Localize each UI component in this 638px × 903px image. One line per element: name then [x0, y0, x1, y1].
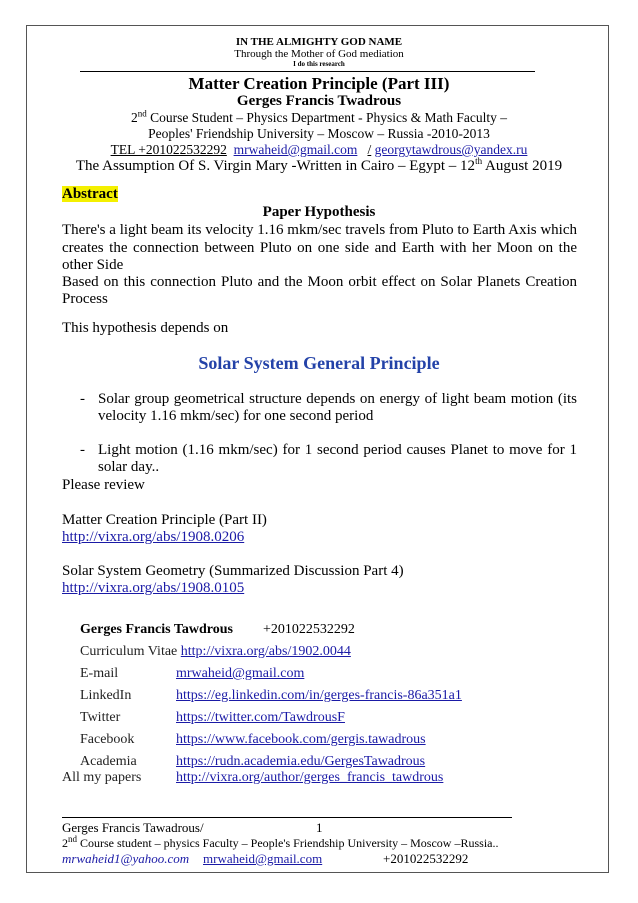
email-row-label: E-mail	[80, 666, 119, 681]
hypothesis-title: Paper Hypothesis	[262, 204, 376, 220]
affil-ordinal: 2	[130, 110, 138, 125]
header-research-note: I do this research	[293, 60, 345, 68]
hypothesis-p1-line1: There's a light beam its velocity 1.16 mkm/sec travels from Pluto to Earth Axis which	[62, 222, 577, 238]
email-link-yandex[interactable]: georgytawdrous@yandex.ru	[374, 142, 528, 157]
footer-sup: nd	[68, 834, 77, 844]
footer-divider	[62, 817, 512, 818]
email-separator: /	[367, 142, 372, 157]
facebook-row-label: Facebook	[80, 732, 135, 747]
ref1-title: Matter Creation Principle (Part II)	[62, 512, 267, 528]
paper-title: Matter Creation Principle (Part III)	[188, 74, 450, 93]
footer-gmail-link[interactable]: mrwaheid@gmail.com	[203, 851, 323, 866]
abstract-highlight: Abstract	[62, 186, 118, 202]
email-row-value[interactable]	[176, 666, 304, 682]
twitter-link[interactable]: https://twitter.com/TawdrousF	[176, 710, 345, 725]
hypothesis-p2-line2: Process	[62, 291, 108, 307]
affil-rest: Course Student – Physics Department - Physics & Math Faculty –	[150, 110, 508, 125]
contact-name: Gerges Francis Tawdrous	[80, 622, 233, 637]
facebook-row-value[interactable]	[176, 732, 426, 748]
academia-link[interactable]: https://rudn.academia.edu/GergesTawadrous	[176, 754, 426, 769]
bullet-1-line1: Solar group geometrical structure depends on energy of light beam motion (its	[98, 391, 577, 407]
header-mediation: Through the Mother of God mediation	[234, 48, 404, 60]
all-papers-row-label: All my papers	[62, 770, 142, 785]
all-papers-row-value[interactable]	[176, 770, 443, 786]
bullet-dash-2: -	[80, 442, 85, 458]
footer-affiliation	[62, 836, 498, 851]
bullet-2-line1: Light motion (1.16 mkm/sec) for 1 second period causes Planet to move for 1	[98, 442, 577, 458]
affiliation-line-2: Peoples' Friendship University – Moscow – Russia -2010-2013	[148, 126, 490, 141]
academia-row-value[interactable]	[176, 754, 425, 770]
email-link-gmail[interactable]: mrwaheid@gmail.com	[233, 142, 358, 157]
cv-label: Curriculum Vitae	[80, 644, 178, 659]
footer-phone: +201022532292	[383, 851, 469, 866]
footer-yahoo-email[interactable]: mrwaheid1@yahoo.com	[62, 851, 190, 866]
bullet-2-line2: solar day..	[98, 459, 160, 475]
linkedin-row-value[interactable]	[176, 688, 462, 704]
assumption-line	[0, 158, 638, 175]
hypothesis-p1-line2: creates the connection between Pluto on one side and Earth with her Moon on the	[62, 240, 577, 256]
twitter-row-value[interactable]	[176, 710, 345, 726]
twitter-row-label: Twitter	[80, 710, 121, 725]
tel-text: TEL +201022532292	[110, 142, 227, 157]
review-label: Please review	[62, 477, 145, 493]
footer-name: Gerges Francis Tawadrous/	[62, 820, 204, 835]
hypothesis-p2-line1: Based on this connection Pluto and the Moon orbit effect on Solar Planets Creation	[62, 274, 577, 290]
affil-sup: nd	[137, 108, 147, 119]
contact-phone: +201022532292	[263, 622, 355, 637]
footer-gmail-email[interactable]	[203, 851, 322, 867]
all-papers-link[interactable]: http://vixra.org/author/gerges_francis_tawdrous	[176, 770, 444, 785]
ref2-link[interactable]	[62, 580, 244, 598]
academia-row-label: Academia	[80, 754, 137, 769]
linkedin-row-label: LinkedIn	[80, 688, 132, 703]
ref2-title: Solar System Geometry (Summarized Discussion Part 4)	[62, 563, 404, 579]
ref1-link[interactable]	[62, 529, 244, 547]
bullet-1-line2: velocity 1.16 mkm/sec) for one second period	[98, 408, 374, 424]
linkedin-link[interactable]: https://eg.linkedin.com/in/gerges-francis-86a351a1	[176, 688, 462, 703]
assumption-sup: th	[475, 156, 483, 166]
header-god-name: IN THE ALMIGHTY GOD NAME	[235, 36, 403, 48]
header-divider	[80, 71, 535, 72]
principle-title: Solar System General Principle	[198, 353, 440, 373]
ref1-anchor[interactable]: http://vixra.org/abs/1908.0206	[62, 529, 245, 545]
assumption-start: The Assumption Of S. Virgin Mary -Written in Cairo – Egypt – 12	[75, 158, 476, 174]
footer-affil-rest: Course student – physics Faculty – People's Friendship University – Moscow –Russia..	[80, 836, 499, 850]
contact-line	[0, 142, 638, 158]
cv-row	[80, 644, 351, 660]
affiliation-line-1	[0, 110, 638, 126]
author-name: Gerges Francis Twadrous	[236, 93, 402, 109]
hypothesis-depends: This hypothesis depends on	[62, 320, 229, 336]
email-row-link[interactable]: mrwaheid@gmail.com	[176, 666, 305, 681]
facebook-link[interactable]: https://www.facebook.com/gergis.tawadrous	[176, 732, 426, 747]
bullet-dash-1: -	[80, 391, 85, 407]
abstract-label	[62, 186, 118, 204]
cv-link[interactable]: http://vixra.org/abs/1902.0044	[180, 644, 351, 659]
ref2-anchor[interactable]: http://vixra.org/abs/1908.0105	[62, 580, 245, 596]
hypothesis-p1-line3: other Side	[62, 257, 124, 273]
footer-page-number: 1	[316, 820, 323, 835]
assumption-end: August 2019	[485, 158, 563, 174]
footer-ordinal: 2	[62, 836, 68, 850]
